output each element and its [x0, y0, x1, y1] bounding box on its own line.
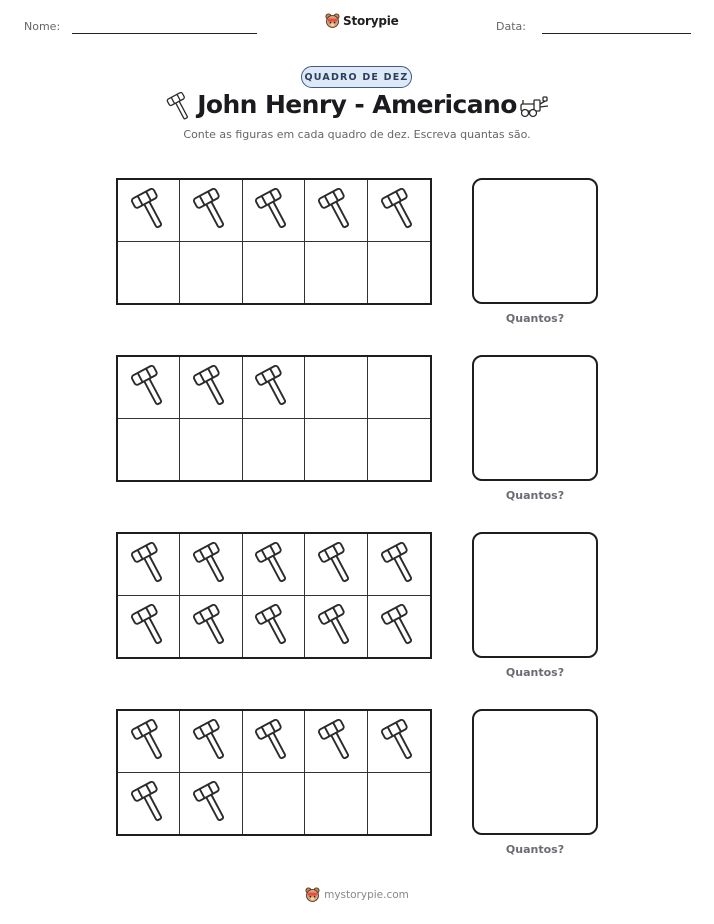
ten-frame-4	[116, 709, 432, 836]
date-label: Data:	[496, 20, 526, 33]
hammer-icon	[380, 604, 418, 648]
ten-frame-cell	[118, 419, 180, 481]
ten-frame-cell	[118, 773, 180, 835]
ten-frame-cell	[305, 357, 367, 419]
ten-frame-cell	[305, 711, 367, 773]
hammer-icon	[317, 604, 355, 648]
ten-frame-cell	[305, 180, 367, 242]
hammer-icon	[130, 365, 168, 409]
name-label: Nome:	[24, 20, 61, 33]
footer-url: mystorypie.com	[324, 889, 409, 901]
ten-frame-cell	[243, 357, 305, 419]
ten-frame-cell	[305, 419, 367, 481]
ten-frame-cell	[305, 773, 367, 835]
ten-frame-cell	[368, 773, 430, 835]
ten-frame-cell	[180, 419, 242, 481]
hammer-icon	[130, 781, 168, 825]
ten-frame-cell	[118, 180, 180, 242]
instructions: Conte as figuras em cada quadro de dez. Escreva quantas são.	[183, 128, 531, 141]
ten-frame-cell	[118, 242, 180, 304]
answer-label-4: Quantos?	[505, 843, 565, 856]
answer-label-2: Quantos?	[505, 489, 565, 502]
ten-frame-cell	[180, 180, 242, 242]
footer	[0, 887, 714, 903]
hammer-icon	[380, 719, 418, 763]
ten-frame-cell	[180, 711, 242, 773]
ten-frame-cell	[118, 711, 180, 773]
ten-frame-cell	[368, 242, 430, 304]
ten-frame-cell	[180, 242, 242, 304]
ten-frame-cell	[118, 596, 180, 658]
ten-frame-cell	[243, 711, 305, 773]
hammer-icon	[317, 719, 355, 763]
ten-frame-cell	[243, 180, 305, 242]
hammer-icon	[192, 604, 230, 648]
date-line[interactable]	[542, 33, 691, 34]
ten-frame-cell	[243, 419, 305, 481]
hammer-icon	[317, 542, 355, 586]
answer-label-1: Quantos?	[505, 312, 565, 325]
ten-frame-cell	[180, 596, 242, 658]
ten-frame-cell	[180, 773, 242, 835]
bear-mascot-icon	[325, 13, 340, 29]
ten-frame-1	[116, 178, 432, 305]
answer-box-4[interactable]	[472, 709, 598, 835]
ten-frame-cell	[243, 773, 305, 835]
hammer-icon	[192, 365, 230, 409]
hammer-icon	[130, 188, 168, 232]
ten-frame-cell	[368, 711, 430, 773]
hammer-icon	[254, 542, 292, 586]
ten-frame-cell	[368, 180, 430, 242]
ten-frame-3	[116, 532, 432, 659]
answer-box-3[interactable]	[472, 532, 598, 658]
brand-name: Storypie	[343, 14, 399, 28]
ten-frame-cell	[368, 357, 430, 419]
ten-frame-2	[116, 355, 432, 482]
hammer-icon	[380, 542, 418, 586]
answer-label-3: Quantos?	[505, 666, 565, 679]
hammer-icon	[254, 365, 292, 409]
hammer-icon	[192, 542, 230, 586]
ten-frame-cell	[368, 534, 430, 596]
ten-frame-cell	[368, 596, 430, 658]
ten-frame-cell	[305, 242, 367, 304]
ten-frame-cell	[118, 534, 180, 596]
ten-frame-cell	[305, 534, 367, 596]
ten-frame-cell	[180, 357, 242, 419]
hammer-icon	[192, 719, 230, 763]
hammer-icon	[192, 188, 230, 232]
bear-mascot-icon	[305, 887, 320, 903]
hammer-icon	[254, 188, 292, 232]
answer-box-2[interactable]	[472, 355, 598, 481]
ten-frame-cell	[243, 534, 305, 596]
hammer-icon	[130, 542, 168, 586]
hammer-icon	[130, 719, 168, 763]
hammer-icon	[254, 719, 292, 763]
worksheet-badge: QUADRO DE DEZ	[301, 66, 412, 88]
hammer-icon	[130, 604, 168, 648]
steam-drill-icon	[518, 96, 550, 118]
ten-frame-cell	[118, 357, 180, 419]
hammer-icon	[317, 188, 355, 232]
name-line[interactable]	[72, 33, 257, 34]
ten-frame-cell	[368, 419, 430, 481]
brand-logo	[325, 13, 399, 29]
answer-box-1[interactable]	[472, 178, 598, 304]
page-title: John Henry - Americano	[197, 90, 517, 119]
ten-frame-cell	[180, 534, 242, 596]
hammer-icon	[192, 781, 230, 825]
hammer-icon	[380, 188, 418, 232]
ten-frame-cell	[243, 242, 305, 304]
ten-frame-cell	[305, 596, 367, 658]
hammer-icon	[254, 604, 292, 648]
ten-frame-cell	[243, 596, 305, 658]
